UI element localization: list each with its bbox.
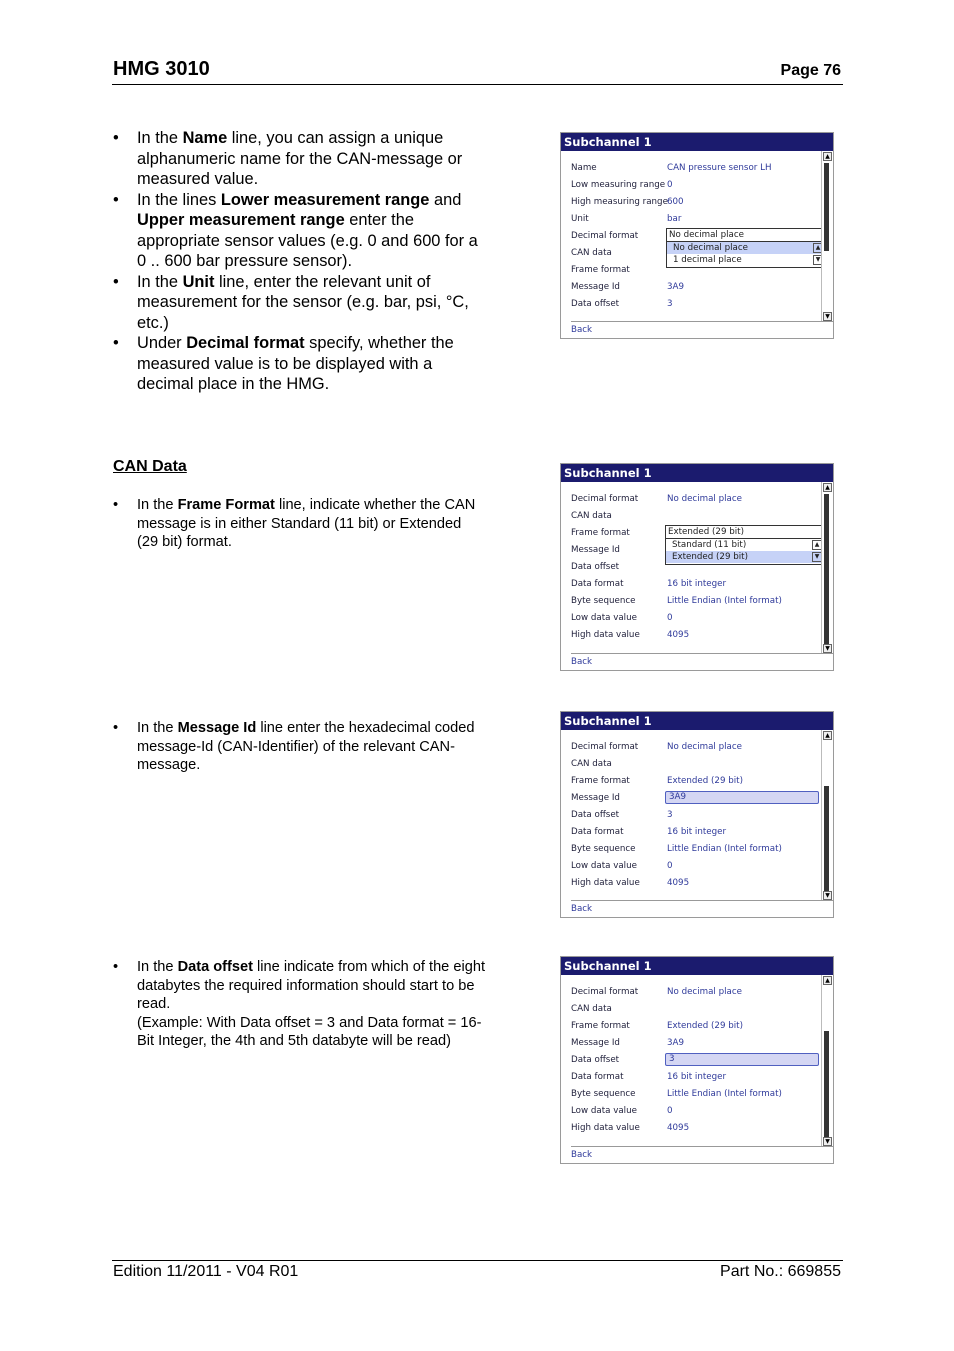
dropdown-scroll-down-icon[interactable]: ▼ [812,552,822,562]
bullet-keyword: Data offset [177,959,253,975]
row-label: Byte sequence [571,1089,636,1099]
bullet-text: In the [137,720,178,736]
device-screen-4 [560,956,834,1164]
row-label: Data format [571,827,624,837]
scrollbar[interactable] [821,482,833,654]
header-divider [112,84,843,85]
device-screen-3 [560,711,834,918]
row-label: Message Id [571,282,620,292]
row-value: 3 [667,299,673,309]
bullet-data-offset [113,958,493,1051]
scroll-down-icon[interactable]: ▼ [823,891,832,900]
bullet-keyword: Message Id [177,720,257,736]
row-label: High data value [571,630,640,640]
menu-row-data-offset[interactable] [571,807,819,823]
back-button[interactable]: Back [571,900,833,917]
row-label: Byte sequence [571,596,636,606]
row-value: 0 [667,613,673,623]
row-label: Data offset [571,562,620,572]
menu-row-data-format[interactable] [571,576,819,592]
scrollbar[interactable] [821,975,833,1147]
row-value: Extended (29 bit) [667,1021,743,1031]
row-label: Data offset [571,1055,620,1065]
row-value: 0 [667,180,673,190]
bullet-keyword: Frame Format [177,497,275,513]
menu-row-name[interactable] [571,160,819,176]
bullet-example: (Example: With Data offset = 3 and Data format = 16-Bit Integer, the 4th and 5th databyte will be read) [137,1014,482,1049]
scroll-down-icon[interactable]: ▼ [823,312,832,321]
bullet-text: line indicate from which of the eight databytes the required information should start to be read. [137,959,486,1012]
menu-row-high-range[interactable] [571,194,819,210]
menu-row-low-data-value[interactable] [571,1103,819,1119]
scroll-up-icon[interactable]: ▲ [823,152,832,161]
row-value: Little Endian (Intel format) [667,844,782,854]
back-button[interactable]: Back [571,321,833,338]
dropdown-scroll-up-icon[interactable]: ▲ [812,540,822,550]
bullet-decimal-format [113,333,478,395]
menu-row-can-data[interactable] [571,1001,819,1017]
row-value: Little Endian (Intel format) [667,596,782,606]
scrollbar[interactable] [821,730,833,901]
screen-title: Subchannel 1 [561,464,833,482]
menu-row-decimal-format[interactable] [571,739,819,755]
row-label: CAN data [571,759,612,769]
document-title: HMG 3010 [113,58,210,80]
scroll-up-icon[interactable]: ▲ [823,976,832,985]
row-label: High data value [571,878,640,888]
row-value: 16 bit integer [667,827,727,837]
frame-format-bullet-list [113,496,478,552]
row-value: 3 [667,810,673,820]
bullet-frame-format [113,496,478,552]
row-label: High data value [571,1123,640,1133]
menu-row-can-data[interactable] [571,756,819,772]
bullet-text: In the lines [137,190,221,209]
bullet-name [113,128,478,190]
row-label: Low measuring range [571,180,666,190]
edition-text: Edition 11/2011 - V04 R01 [113,1263,299,1280]
menu-row-byte-sequence[interactable] [571,841,819,857]
menu-row-message-id[interactable] [571,279,819,295]
menu-row-high-data-value[interactable] [571,875,819,891]
menu-row-frame-format[interactable] [571,1018,819,1034]
row-label: CAN data [571,511,612,521]
row-label: Unit [571,214,589,224]
menu-row-data-offset[interactable] [571,296,819,312]
row-label: Data format [571,1072,624,1082]
bullet-keyword: Lower measurement range [220,190,430,209]
row-label: Name [571,163,597,173]
scroll-up-icon[interactable]: ▲ [823,731,832,740]
bullet-text: In the [137,497,178,513]
dropdown-current-value: Extended (29 bit) [666,526,823,539]
message-id-bullet-list [113,719,478,775]
dropdown-option[interactable]: Standard (11 bit) [672,540,747,550]
menu-row-decimal-format[interactable] [571,491,819,507]
intro-bullet-list [113,128,478,395]
row-label: Decimal format [571,987,639,997]
row-value: 600 [667,197,684,207]
row-label: Frame format [571,528,630,538]
row-label: Message Id [571,1038,620,1048]
bullet-keyword: Decimal format [186,334,305,352]
page-number: Page 76 [780,62,841,79]
scroll-down-icon[interactable]: ▼ [823,1137,832,1146]
bullet-text: In the [137,129,183,147]
row-label: Low data value [571,613,637,623]
bullet-text: enter the appropriate sensor values (e.g. 0 and 600 for a 0 .. 600 bar pressure sensor). [137,211,478,270]
row-value: No decimal place [667,742,742,752]
back-button[interactable]: Back [571,653,833,670]
menu-row-low-data-value[interactable] [571,858,819,874]
row-value: 3A9 [667,1038,684,1048]
row-value: bar [667,214,682,224]
row-value: 0 [667,1106,673,1116]
row-label: Data offset [571,810,620,820]
bullet-text: In the [137,959,178,975]
row-label: Decimal format [571,494,639,504]
scroll-thumb[interactable] [824,1031,829,1137]
message-id-edit-field[interactable]: 3A9 [665,791,819,804]
row-value: 4095 [667,878,690,888]
row-label: Frame format [571,776,630,786]
row-label: Message Id [571,793,620,803]
bullet-keyword: Name [182,129,228,147]
row-value: 4095 [667,630,690,640]
bullet-unit [113,272,478,334]
bullet-text: line, enter the relevant unit of measurement for the sensor (e.g. bar, psi, °C, etc.) [137,272,469,332]
screen-title: Subchannel 1 [561,712,833,730]
menu-row-byte-sequence[interactable] [571,593,819,609]
bullet-text: line, you can assign a unique alphanumeric name for the CAN-message or measured value. [137,129,463,188]
section-heading-can-data: CAN Data [113,458,187,475]
bullet-message-id [113,719,478,775]
data-offset-bullet-list [113,958,493,1051]
decimal-format-dropdown[interactable] [666,228,825,268]
bullet-text: line, indicate whether the CAN message is in either Standard (11 bit) or Extended (29 bit) format. [137,497,476,550]
device-screen-1 [560,132,834,339]
row-label: High measuring range [571,197,668,207]
row-label: Byte sequence [571,844,636,854]
row-label: CAN data [571,248,612,258]
dropdown-option[interactable]: Extended (29 bit) [666,551,823,563]
back-button[interactable]: Back [571,1146,833,1163]
menu-row-unit[interactable] [571,211,819,227]
menu-row-frame-format[interactable] [571,773,819,789]
row-label: Data format [571,579,624,589]
bullet-text: In the [137,272,183,291]
bullet-text: Under [137,334,187,352]
row-label: Low data value [571,1106,637,1116]
menu-row-high-data-value[interactable] [571,627,819,643]
frame-format-dropdown[interactable] [665,525,824,565]
row-value: 4095 [667,1123,690,1133]
row-label: Message Id [571,545,620,555]
screen-title: Subchannel 1 [561,133,833,151]
device-screen-2 [560,463,834,671]
data-offset-edit-field[interactable]: 3 [665,1053,819,1066]
row-value: Little Endian (Intel format) [667,1089,782,1099]
menu-row-can-data[interactable] [571,508,819,524]
row-value: 3A9 [667,282,684,292]
row-value: Extended (29 bit) [667,776,743,786]
scroll-thumb[interactable] [824,494,829,644]
row-label: Decimal format [571,231,639,241]
menu-row-data-format[interactable] [571,1069,819,1085]
dropdown-current-value: No decimal place [667,229,824,242]
menu-row-decimal-format[interactable] [571,984,819,1000]
menu-row-high-data-value[interactable] [571,1120,819,1136]
dropdown-option[interactable]: No decimal place [667,242,824,254]
menu-row-message-id[interactable] [571,1035,819,1051]
row-label: Decimal format [571,742,639,752]
row-value: No decimal place [667,494,742,504]
screen-title: Subchannel 1 [561,957,833,975]
bullet-text: and [429,190,462,209]
bullet-measurement-range [113,190,478,272]
row-value: 16 bit integer [667,1072,727,1082]
dropdown-scroll-down-icon[interactable]: ▼ [813,255,823,265]
scroll-thumb[interactable] [824,163,829,251]
bullet-keyword: Unit [182,272,215,291]
scroll-down-icon[interactable]: ▼ [823,644,832,653]
bullet-keyword: Upper measurement range [137,211,345,229]
dropdown-scroll-up-icon[interactable]: ▲ [813,243,823,253]
menu-row-low-data-value[interactable] [571,610,819,626]
row-label: CAN data [571,1004,612,1014]
dropdown-option[interactable]: 1 decimal place [673,255,742,265]
menu-row-data-format[interactable] [571,824,819,840]
scrollbar[interactable] [821,151,833,322]
part-number: Part No.: 669855 [720,1263,841,1280]
row-label: Data offset [571,299,620,309]
row-label: Frame format [571,265,630,275]
scroll-thumb[interactable] [824,786,829,892]
menu-row-byte-sequence[interactable] [571,1086,819,1102]
row-value: 0 [667,861,673,871]
row-value: 16 bit integer [667,579,727,589]
row-label: Frame format [571,1021,630,1031]
row-value: CAN pressure sensor LH [667,163,772,173]
menu-row-low-range[interactable] [571,177,819,193]
row-value: No decimal place [667,987,742,997]
bullet-text: line enter the hexadecimal coded message-Id (CAN-Identifier) of the relevant CAN-message. [137,720,475,773]
scroll-up-icon[interactable]: ▲ [823,483,832,492]
bullet-text: specify, whether the measured value is to be displayed with a decimal place in the HMG. [137,334,454,393]
row-label: Low data value [571,861,637,871]
footer-divider [112,1260,843,1261]
